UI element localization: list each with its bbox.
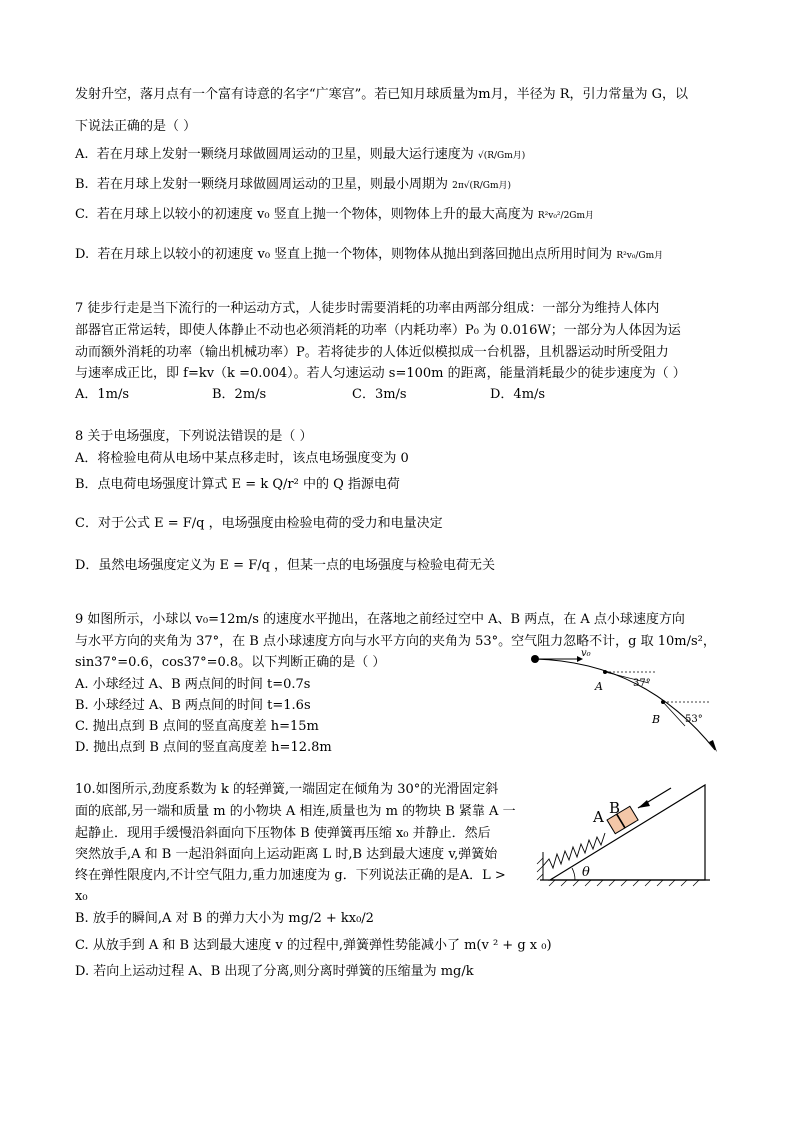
q10-label-a: A (593, 808, 604, 826)
q10-line-4: 突然放手,A 和 B 一起沿斜面向上运动距离 L 时,B 达到最大速度 v,弹簧始 (75, 847, 498, 862)
q10-option-c: C. 从放手到 A 和 B 达到最大速度 v 的过程中,弹簧弹性势能减小了 m(v ² + g x ₀) (75, 938, 552, 953)
q10-label-b: B (609, 799, 621, 817)
q10-wall-hatch (537, 858, 543, 880)
q7-line-1: 7 徒步行走是当下流行的一种运动方式，人徒步时需要消耗的功率由两部分组成：一部分为维持人体内 (75, 301, 660, 316)
q6-option-a: A. 若在月球上发射一颗绕月球做圆周运动的卫星，则最大运行速度为 √(R/Gm月) (75, 147, 526, 162)
q8-option-b: B．点电荷电场强度计算式 E = k Q/r² 中的 Q 指源电荷 (75, 477, 400, 492)
q9-line-2: 与水平方向的夹角为 37°，在 B 点小球速度方向与水平方向的夹角为 53°。空气阻力忽略不计，g 取 10m/s²， (75, 634, 716, 649)
q9-label-a: A (595, 680, 603, 693)
q8-option-c: C．对于公式 E = F/q ，电场强度由检验电荷的受力和电量决定 (75, 516, 443, 531)
q8-option-d: D．虽然电场强度定义为 E = F/q ，但某一点的电场强度与检验电荷无关 (75, 558, 496, 573)
q9-option-d: D. 抛出点到 B 点间的竖直高度差 h=12.8m (75, 740, 332, 755)
q10-line-3: 起静止．现用手缓慢沿斜面向下压物体 B 使弹簧再压缩 x₀ 并静止．然后 (75, 826, 491, 841)
q9-trajectory (535, 659, 715, 750)
q7-line-3: 动而额外消耗的功率（输出机械功率）P。若将徒步的人体近似模拟成一台机器，且机器运动时所受阻力 (75, 345, 669, 360)
q7-option-c: C．3m/s (352, 387, 407, 402)
q10-option-d: D. 若向上运动过程 A、B 出现了分离,则分离时弹簧的压缩量为 mg/k (75, 964, 474, 979)
q10-option-b: B. 放手的瞬间,A 对 B 的弹力大小为 mg/2 + kx₀/2 (75, 911, 374, 926)
q10-theta: θ (582, 865, 590, 880)
q7-option-a: A．1m/s (75, 387, 130, 402)
q10-line-5: 终在弹性限度内,不计空气阻力,重力加速度为 g．下列说法正确的是A．L > (75, 868, 506, 883)
q6-formula-b: 2π√(R/Gm月) (452, 181, 512, 191)
q9-label-b: B (652, 713, 661, 726)
q10-line-2: 面的底部,另一端和质量 m 的小物块 A 相连,质量也为 m 的物块 B 紧靠 A 一 (75, 804, 516, 819)
q7-line-4: 与速率成正比，即 f=kv（k =0.004）。若人匀速运动 s=100m 的距离，能量消耗最少的徒步速度为（ ） (75, 366, 686, 381)
q7-line-2: 部器官正常运转，即使人体静止不动也必须消耗的功率（内耗功率）P₀ 为 0.016W；一部分为人体因为运 (75, 323, 681, 338)
q10-spring (543, 833, 605, 868)
q9-v0-label: v₀ (581, 650, 591, 659)
q9-option-b: B. 小球经过 A、B 两点间的时间 t=1.6s (75, 698, 311, 713)
q10-angle-arc (572, 868, 575, 880)
q9-projectile-figure (525, 650, 725, 760)
q10-line-1: 10.如图所示,劲度系数为 k 的轻弹簧,一端固定在倾角为 30°的光滑固定斜 (75, 782, 499, 797)
q9-option-c: C. 抛出点到 B 点间的竖直高度差 h=15m (75, 719, 319, 734)
q10-incline-figure (535, 780, 715, 890)
q9-angle-a: 37° (633, 678, 651, 689)
q8-option-a: A．将检验电荷从电场中某点移走时，该点电场强度变为 0 (75, 451, 409, 466)
intro-line-2: 下说法正确的是（ ） (75, 119, 197, 134)
q7-option-d: D．4m/s (490, 387, 546, 402)
q9-line-3: sin37°=0.6，cos37°=0.8。以下判断正确的是（ ） (75, 655, 386, 670)
q9-trajectory-arrowhead (709, 740, 717, 752)
q10-ground-hatch (549, 880, 699, 886)
q10-line-6: x₀ (75, 889, 88, 904)
q6-formula-a: √(R/Gm月) (477, 151, 526, 161)
q6-option-c: C. 若在月球上以较小的初速度 v₀ 竖直上抛一个物体，则物体上升的最大高度为 R²v₀²/2Gm月 (75, 207, 595, 222)
q9-angle-b: 53° (685, 714, 703, 725)
q6-formula-c: R²v₀²/2Gm月 (537, 211, 595, 221)
q6-option-b: B. 若在月球上发射一颗绕月球做圆周运动的卫星，则最小周期为 2π√(R/Gm月) (75, 177, 512, 192)
q9-line-1: 9 如图所示，小球以 v₀=12m/s 的速度水平抛出，在落地之前经过空中 A、B 两点，在 A 点小球速度方向 (75, 612, 685, 627)
q10-incline (550, 785, 705, 880)
q7-option-b: B．2m/s (212, 387, 267, 402)
q8-stem: 8 关于电场强度，下列说法错误的是（ ） (75, 429, 313, 444)
q9-option-a: A. 小球经过 A、B 两点间的时间 t=0.7s (75, 677, 311, 692)
q9-tangent-b (663, 702, 685, 726)
q6-formula-d: R²v₀/Gm月 (616, 251, 664, 261)
intro-line-1: 发射升空，落月点有一个富有诗意的名字“广寒宫”。若已知月球质量为m月，半径为 R，引力常量为 G，以 (75, 87, 689, 102)
q6-option-d: D. 若在月球上以较小的初速度 v₀ 竖直上抛一个物体，则物体从抛出到落回抛出点所用时间为 R²v₀/Gm月 (75, 247, 664, 262)
